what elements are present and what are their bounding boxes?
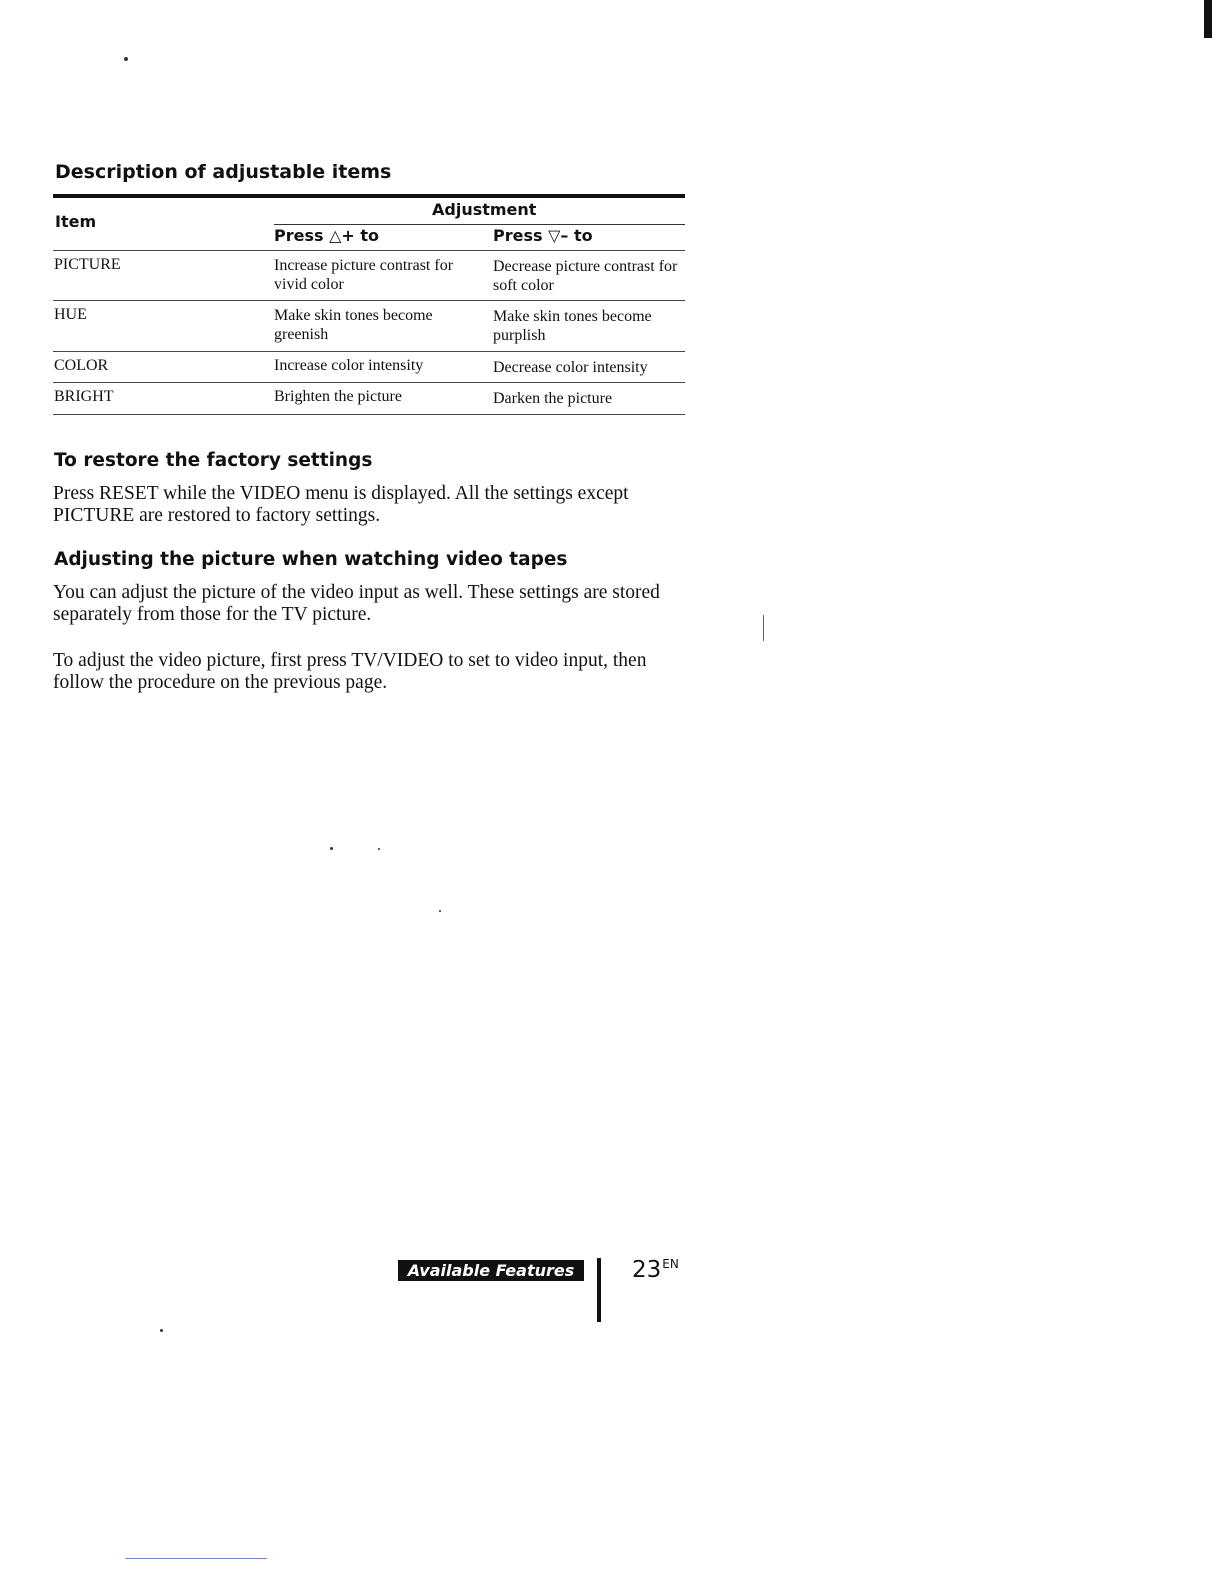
table-title: Description of adjustable items — [55, 161, 392, 183]
table-cell-minus: Make skin tones become purplish — [493, 308, 652, 344]
table-cell-minus: Decrease picture contrast for soft color — [493, 258, 678, 294]
scan-bottom-line — [125, 1558, 267, 1559]
scan-speck — [330, 847, 333, 850]
scan-speck — [378, 848, 380, 850]
table-row-rule — [53, 300, 685, 301]
table-cell-item: COLOR — [54, 357, 109, 374]
table-bottom-rule — [53, 414, 685, 415]
table-cell-plus: Increase color intensity — [274, 357, 424, 374]
page-number — [632, 1257, 679, 1283]
scan-speck — [124, 57, 128, 61]
column-header-press-plus: Press △+ to — [274, 226, 380, 245]
restore-text: Press RESET while the VIDEO menu is displayed. All the settings except PICTURE are restored to factory settings. — [53, 483, 629, 526]
adjustment-header-rule — [274, 224, 685, 225]
page-number-suffix: EN — [662, 1257, 679, 1271]
scan-edge-mark — [1204, 0, 1212, 38]
footer-divider — [597, 1258, 601, 1322]
table-cell-plus: Brighten the picture — [274, 388, 402, 405]
section-tab: Available Features — [398, 1260, 584, 1281]
table-cell-item: BRIGHT — [54, 388, 114, 405]
column-header-press-minus: Press ▽– to — [493, 226, 593, 245]
page-number-value: 23 — [632, 1257, 662, 1283]
scan-line — [763, 615, 764, 641]
table-top-rule — [53, 194, 685, 198]
table-cell-plus: Increase picture contrast for vivid color — [274, 257, 454, 293]
column-header-item: Item — [55, 212, 97, 231]
table-row-rule — [53, 382, 685, 383]
scan-speck — [160, 1329, 163, 1332]
column-header-adjustment: Adjustment — [432, 200, 537, 219]
video-paragraph-2: To adjust the video picture, first press TV/VIDEO to set to video input, then follow the procedure on the previous page. — [53, 650, 647, 693]
table-cell-minus: Decrease color intensity — [493, 359, 648, 376]
table-cell-item: PICTURE — [54, 256, 121, 273]
table-cell-item: HUE — [54, 306, 87, 323]
table-cell-minus: Darken the picture — [493, 390, 613, 407]
table-cell-plus: Make skin tones become greenish — [274, 307, 433, 343]
table-row-rule — [53, 351, 685, 352]
restore-heading: To restore the factory settings — [54, 450, 373, 471]
scan-speck — [439, 910, 441, 912]
table-header-rule — [53, 250, 685, 251]
video-paragraph-1: You can adjust the picture of the video input as well. These settings are stored separately from those for the TV picture. — [53, 582, 660, 625]
video-heading: Adjusting the picture when watching video tapes — [54, 549, 568, 570]
